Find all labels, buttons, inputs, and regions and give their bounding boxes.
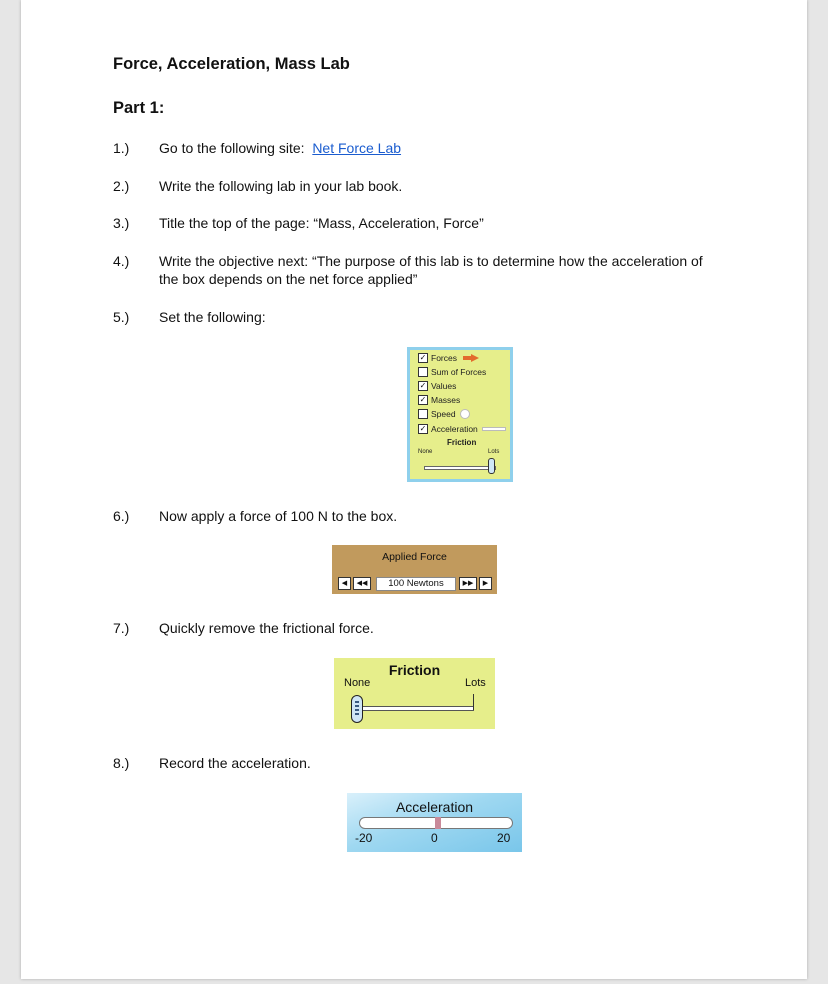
acceleration-max-label: 20 [497,831,511,845]
mini-friction-label: Friction [447,438,477,447]
step-left-icon[interactable]: ◀ [338,577,351,590]
friction-lots-label: Lots [465,677,486,689]
step-text: Title the top of the page: “Mass, Acceleration, Force” [159,215,484,231]
mini-lots-label: Lots [488,449,500,455]
acceleration-indicator [435,817,441,829]
step-text: Write the following lab in your lab book. [159,178,403,194]
step-number: 6.) [113,508,130,524]
acceleration-panel [347,793,522,852]
checkbox-icon [418,367,428,377]
step-text [159,139,719,157]
checkbox-icon [418,409,428,419]
step-right-icon[interactable]: ▶ [479,577,492,590]
options-panel [407,347,513,482]
force-value-field[interactable]: 100 Newtons [376,577,456,591]
document-page [21,0,807,979]
net-force-lab-link[interactable]: Net Force Lab [312,140,402,156]
force-arrow-icon [471,354,479,362]
step-text-content: Go to the following site: [159,140,305,156]
acceleration-title: Acceleration [395,799,474,815]
step-number: 2.) [113,178,130,194]
step-number: 3.) [113,215,130,231]
applied-force-panel [332,545,497,594]
acceleration-meter-icon [482,427,506,431]
fast-left-icon[interactable]: ◀◀ [353,577,371,590]
step-number: 7.) [113,620,130,636]
speedometer-icon [460,409,470,419]
option-forces[interactable] [418,352,479,364]
step-text: Record the acceleration. [159,755,311,771]
acceleration-min-label: -20 [355,831,373,845]
step-text: Set the following: [159,309,266,325]
option-acceleration[interactable] [418,423,506,435]
mini-friction-track [424,466,496,470]
force-controls [338,577,494,590]
part-heading: Part 1: [113,99,165,117]
checkbox-icon: ✓ [419,353,427,362]
option-speed[interactable] [418,408,470,420]
option-values[interactable] [418,380,456,392]
step-text: Now apply a force of 100 N to the box. [159,508,398,524]
acceleration-mid-label: 0 [431,831,438,845]
option-sum-of-forces[interactable] [418,366,486,378]
option-label: Masses [431,395,461,405]
checkbox-icon: ✓ [419,424,427,433]
option-label: Sum of Forces [431,367,487,377]
friction-slider-knob[interactable] [351,695,363,723]
friction-track-end [473,694,474,710]
option-label: Speed [431,409,456,419]
step-number: 1.) [113,140,130,156]
option-label: Acceleration [431,424,478,434]
step-number: 4.) [113,253,130,269]
option-label: Forces [431,353,457,363]
friction-none-label: None [344,677,371,689]
step-number: 5.) [113,309,130,325]
friction-panel [334,658,495,729]
option-label: Values [431,381,457,391]
mini-friction-slider-knob[interactable] [488,458,495,474]
checkbox-icon: ✓ [419,395,427,404]
step-number: 8.) [113,755,130,771]
doc-title: Force, Acceleration, Mass Lab [113,55,350,73]
checkbox-icon: ✓ [419,381,427,390]
fast-right-icon[interactable]: ▶▶ [459,577,477,590]
applied-force-title: Applied Force [382,551,447,563]
step-text: Write the objective next: “The purpose of this lab is to determine how the acceleration of the box depends on the net force applied” [159,253,703,287]
step-text: Quickly remove the frictional force. [159,620,374,636]
mini-none-label: None [418,449,433,455]
option-masses[interactable] [418,394,460,406]
friction-title: Friction [388,662,441,678]
friction-slider-track[interactable] [358,706,474,711]
